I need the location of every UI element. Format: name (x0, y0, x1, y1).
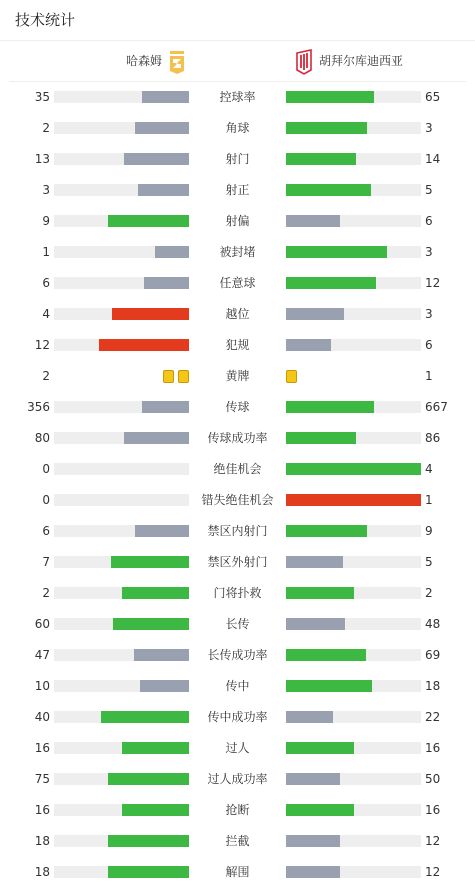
home-stat-bar (54, 401, 189, 413)
away-stat-bar (286, 122, 421, 134)
stat-row (0, 583, 475, 603)
away-stat-bar-fill (286, 184, 371, 196)
away-stat-bar-fill (286, 587, 354, 599)
home-stat-bar (54, 742, 189, 754)
stat-row (0, 242, 475, 262)
home-stat-value: 4 (42, 307, 50, 321)
away-stat-value: 2 (425, 586, 433, 600)
away-stat-value: 4 (425, 462, 433, 476)
home-stat-bar-fill (101, 711, 189, 723)
away-stat-value: 3 (425, 307, 433, 321)
home-stat-value: 18 (34, 834, 50, 848)
away-stat-bar (286, 525, 421, 537)
stat-label: 传中 (225, 679, 250, 693)
home-stat-bar-fill (108, 215, 189, 227)
home-stat-value: 40 (34, 710, 50, 724)
away-stat-bar-fill (286, 525, 367, 537)
away-stat-bar (286, 432, 421, 444)
stat-row (0, 118, 475, 138)
home-stat-bar (54, 91, 189, 103)
away-stat-bar (286, 556, 421, 568)
home-stat-bar-fill (122, 587, 190, 599)
home-stat-bar (54, 556, 189, 568)
home-stat-bar (54, 432, 189, 444)
home-stat-bar-fill (142, 401, 189, 413)
stat-label: 禁区外射门 (207, 555, 268, 569)
away-stat-bar (286, 277, 421, 289)
home-stat-value: 2 (42, 121, 50, 135)
away-stat-bar-fill (286, 494, 421, 506)
home-stat-value: 60 (34, 617, 50, 631)
away-stat-value: 18 (425, 679, 441, 693)
home-stat-value: 7 (42, 555, 50, 569)
away-stat-bar (286, 401, 421, 413)
home-stat-value: 16 (34, 803, 50, 817)
stat-label: 错失绝佳机会 (201, 493, 274, 507)
away-stat-bar (286, 866, 421, 878)
yellow-card-icon (178, 370, 189, 383)
away-stat-bar-fill (286, 804, 354, 816)
home-stat-value: 12 (34, 338, 50, 352)
home-stat-bar-fill (140, 680, 189, 692)
stat-label: 解围 (225, 865, 250, 879)
home-stat-bar-fill (111, 556, 189, 568)
home-stat-bar-fill (108, 773, 189, 785)
home-stat-bar (54, 618, 189, 630)
away-stat-bar (286, 494, 421, 506)
home-team-logo-icon[interactable] (167, 49, 187, 75)
away-stat-value: 50 (425, 772, 441, 786)
stat-row (0, 707, 475, 727)
home-team-name[interactable]: 哈森姆 (125, 54, 162, 68)
away-stat-bar-fill (286, 91, 374, 103)
away-stat-bar (286, 463, 421, 475)
away-stat-value: 9 (425, 524, 433, 538)
away-stat-bar (286, 184, 421, 196)
home-stat-value: 356 (27, 400, 50, 414)
home-stat-value: 80 (34, 431, 50, 445)
away-stat-value: 14 (425, 152, 441, 166)
home-stat-bar (54, 339, 189, 351)
away-stat-value: 6 (425, 214, 433, 228)
away-stat-bar (286, 339, 421, 351)
away-stat-bar (286, 804, 421, 816)
away-stat-value: 3 (425, 121, 433, 135)
home-stat-bar (54, 680, 189, 692)
stat-label: 拦截 (225, 834, 250, 848)
away-stat-bar-fill (286, 649, 366, 661)
stat-label: 射正 (225, 183, 250, 197)
home-stat-bar-fill (142, 91, 189, 103)
away-stat-bar-fill (286, 556, 343, 568)
home-cards (163, 370, 189, 383)
stat-label: 犯规 (225, 338, 250, 352)
stat-label: 被封堵 (219, 245, 256, 259)
away-stat-value: 3 (425, 245, 433, 259)
home-stat-bar (54, 215, 189, 227)
home-stat-bar (54, 649, 189, 661)
stat-row (0, 769, 475, 789)
away-stat-bar-fill (286, 711, 333, 723)
away-stat-bar-fill (286, 773, 340, 785)
away-stat-value: 48 (425, 617, 441, 631)
stat-row (0, 614, 475, 634)
stat-row (0, 428, 475, 448)
home-stat-bar-fill (112, 308, 189, 320)
away-stat-bar-fill (286, 618, 345, 630)
away-stat-value: 69 (425, 648, 441, 662)
home-stat-bar (54, 525, 189, 537)
yellow-card-icon (163, 370, 174, 383)
home-stat-value: 0 (42, 462, 50, 476)
home-stat-value: 13 (34, 152, 50, 166)
stat-row (0, 397, 475, 417)
away-stat-value: 16 (425, 741, 441, 755)
home-stat-value: 75 (34, 772, 50, 786)
stat-label: 过人 (225, 741, 250, 755)
away-stat-bar (286, 153, 421, 165)
home-stat-value: 18 (34, 865, 50, 879)
away-stat-bar (286, 773, 421, 785)
away-stat-value: 12 (425, 276, 441, 290)
home-stat-bar (54, 184, 189, 196)
away-stat-value: 65 (425, 90, 441, 104)
away-stat-bar-fill (286, 153, 356, 165)
away-stat-bar (286, 711, 421, 723)
home-stat-value: 16 (34, 741, 50, 755)
away-stat-bar-fill (286, 308, 344, 320)
home-stat-bar (54, 463, 189, 475)
stat-label: 角球 (225, 121, 250, 135)
home-stat-bar-fill (99, 339, 189, 351)
away-stat-bar (286, 835, 421, 847)
away-stat-bar-fill (286, 401, 374, 413)
away-team-logo-icon[interactable] (294, 49, 314, 75)
home-stat-bar (54, 153, 189, 165)
stat-row (0, 87, 475, 107)
home-stat-bar (54, 804, 189, 816)
stat-row (0, 304, 475, 324)
page-header (0, 0, 475, 41)
stat-row (0, 335, 475, 355)
away-stat-bar-fill (286, 277, 376, 289)
away-stat-bar-fill (286, 215, 340, 227)
away-stat-bar (286, 649, 421, 661)
away-stat-bar (286, 742, 421, 754)
home-stat-bar-fill (144, 277, 189, 289)
away-stat-bar-fill (286, 680, 372, 692)
away-stat-bar (286, 308, 421, 320)
home-stat-bar-fill (113, 618, 189, 630)
home-stat-bar (54, 587, 189, 599)
home-stat-bar-fill (155, 246, 189, 258)
away-stat-bar (286, 587, 421, 599)
stat-row (0, 490, 475, 510)
away-stat-value: 6 (425, 338, 433, 352)
stat-row (0, 645, 475, 665)
home-stat-bar (54, 711, 189, 723)
teams-header (9, 41, 466, 82)
away-stat-bar (286, 246, 421, 258)
stat-row (0, 459, 475, 479)
stat-row (0, 366, 475, 386)
home-stat-value: 35 (34, 90, 50, 104)
stat-label: 绝佳机会 (213, 462, 262, 476)
home-stat-bar-fill (108, 835, 189, 847)
home-stat-bar (54, 246, 189, 258)
stat-label: 过人成功率 (207, 772, 268, 786)
away-stat-bar-fill (286, 866, 340, 878)
away-stat-value: 1 (425, 493, 433, 507)
stat-row (0, 180, 475, 200)
home-stat-value: 0 (42, 493, 50, 507)
away-team-name[interactable]: 胡拜尔库迪西亚 (319, 54, 404, 68)
home-stat-value: 6 (42, 276, 50, 290)
stat-row (0, 831, 475, 851)
stat-label: 门将扑救 (213, 586, 262, 600)
home-stat-bar-fill (122, 804, 190, 816)
stat-label: 黄牌 (225, 369, 250, 383)
stat-row (0, 738, 475, 758)
stat-label: 长传成功率 (207, 648, 268, 662)
page-title: 技术统计 (15, 11, 76, 29)
stat-label: 射门 (225, 152, 250, 166)
away-stat-value: 12 (425, 865, 441, 879)
yellow-card-icon (286, 370, 297, 383)
home-stat-bar (54, 277, 189, 289)
home-stat-bar (54, 494, 189, 506)
home-stat-bar (54, 122, 189, 134)
home-stat-bar (54, 308, 189, 320)
home-stat-bar-fill (124, 153, 189, 165)
away-stat-bar-fill (286, 432, 356, 444)
away-stat-value: 22 (425, 710, 441, 724)
home-stat-bar-fill (135, 122, 189, 134)
home-stat-bar-fill (135, 525, 189, 537)
away-stat-value: 5 (425, 183, 433, 197)
home-stat-value: 1 (42, 245, 50, 259)
home-stat-bar-fill (134, 649, 189, 661)
home-stat-bar-fill (108, 866, 189, 878)
away-stat-bar (286, 215, 421, 227)
home-stat-value: 10 (34, 679, 50, 693)
stat-label: 长传 (225, 617, 250, 631)
stat-label: 任意球 (219, 276, 256, 290)
stat-row (0, 862, 475, 882)
home-stat-value: 3 (42, 183, 50, 197)
home-stat-value: 2 (42, 369, 50, 383)
away-stat-value: 86 (425, 431, 441, 445)
away-stat-value: 5 (425, 555, 433, 569)
away-stat-bar (286, 91, 421, 103)
away-stat-bar-fill (286, 835, 340, 847)
away-stat-bar-fill (286, 122, 367, 134)
stat-label: 抢断 (225, 803, 250, 817)
stat-row (0, 800, 475, 820)
home-stat-bar (54, 866, 189, 878)
stat-row (0, 521, 475, 541)
home-stat-bar-fill (138, 184, 189, 196)
away-stat-value: 16 (425, 803, 441, 817)
stat-label: 传球成功率 (207, 431, 268, 445)
away-stat-bar-fill (286, 463, 421, 475)
stat-row (0, 676, 475, 696)
home-stat-bar (54, 835, 189, 847)
home-stat-value: 2 (42, 586, 50, 600)
stat-row (0, 552, 475, 572)
stat-label: 射偏 (225, 214, 250, 228)
away-stat-value: 12 (425, 834, 441, 848)
stat-label: 传球 (225, 400, 250, 414)
away-stat-value: 1 (425, 369, 433, 383)
home-stat-bar-fill (122, 742, 190, 754)
home-stat-value: 9 (42, 214, 50, 228)
stat-row (0, 211, 475, 231)
away-stat-value: 667 (425, 400, 448, 414)
home-stat-value: 47 (34, 648, 50, 662)
away-stat-bar-fill (286, 339, 331, 351)
away-stat-bar-fill (286, 742, 354, 754)
away-cards (286, 370, 297, 383)
stat-label: 禁区内射门 (207, 524, 268, 538)
away-stat-bar (286, 618, 421, 630)
stat-row (0, 149, 475, 169)
stat-label: 控球率 (219, 90, 256, 104)
stat-label: 越位 (225, 307, 250, 321)
stat-row (0, 273, 475, 293)
away-stat-bar (286, 680, 421, 692)
home-stat-value: 6 (42, 524, 50, 538)
stat-label: 传中成功率 (207, 710, 268, 724)
home-stat-bar (54, 773, 189, 785)
away-stat-bar-fill (286, 246, 387, 258)
home-stat-bar-fill (124, 432, 189, 444)
